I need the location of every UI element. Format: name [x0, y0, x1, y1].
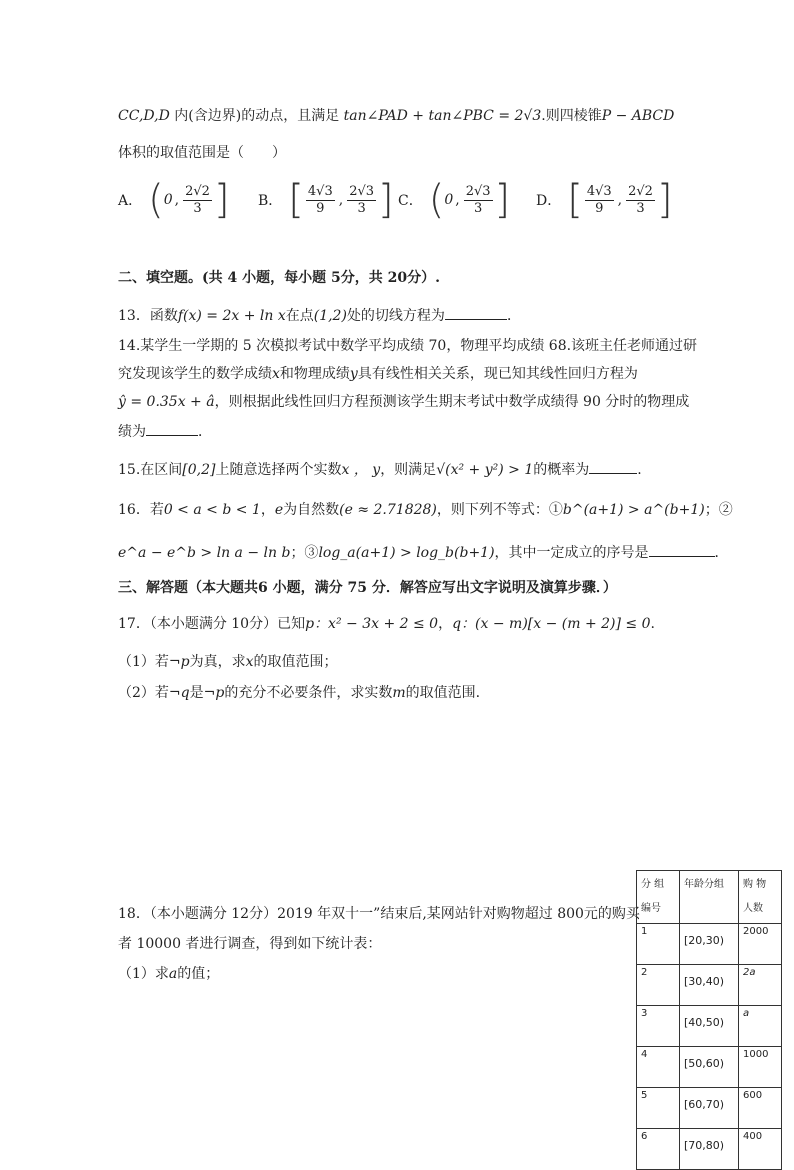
q18-line1: 18．（本小题满分 12分）2019 年双十一”结束后,某网站针对购物超过 800元的购买 — [118, 906, 640, 922]
q12-text: 内(含边界)的动点，且满足 — [174, 108, 340, 124]
cell-age-group: [30,40) — [680, 965, 739, 1006]
answer-blank[interactable] — [589, 459, 637, 474]
cell-buyer-count: 2000 — [739, 924, 782, 965]
option-a[interactable]: A． ( 0 , $\frac{2√2}{3}$ ] — [118, 177, 230, 223]
upper-bound-frac: $\frac{2√2}{3}$ — [185, 183, 210, 216]
inequality-2: e^a − e^b > ln a − ln b — [118, 545, 291, 561]
q16-line1: 16．若0 < a < b < 1，e为自然数(e ≈ 2.71828)，则下列不等式：①b^(a+1) > a^(b+1)；② — [118, 502, 733, 518]
age-group-stats-table — [636, 870, 782, 1170]
q15: 15.在区间[0,2]上随意选择两个实数x ， y，则满足√(x² + y²) > 1的概率为 . — [118, 459, 642, 480]
table-row — [637, 1047, 782, 1088]
lower-bound-frac: $\frac{4√3}{9}$ — [586, 183, 612, 216]
upper-bound-frac: $\frac{2√3}{3}$ — [465, 183, 491, 216]
inequality-1: b^(a+1) > a^(b+1) — [562, 502, 705, 518]
cell-buyer-count: 1000 — [739, 1047, 782, 1088]
left-bracket: [ — [567, 177, 583, 223]
option-b[interactable]: B． [ $\frac{4√3}{9}$ , $\frac{2√3}{3}$ ] — [258, 177, 394, 223]
header-age-group: 年龄分组 — [680, 871, 739, 924]
table-row — [637, 1129, 782, 1170]
answer-blank[interactable] — [649, 542, 715, 557]
regression-equation: ŷ = 0.35x + â — [118, 394, 215, 410]
q17: 17．（本小题满分 10分）已知p：x² − 3x + 2 ≤ 0，q：(x − m)[x − (m + 2)] ≤ 0. — [118, 616, 655, 632]
q12-line1: CC,D,D 内(含边界)的动点，且满足 tan∠PAD + tan∠PBC = 2√3.则四棱锥P − ABCD — [118, 108, 675, 124]
option-c[interactable]: C． ( 0 , $\frac{2√3}{3}$ ] — [398, 177, 511, 223]
cell-buyer-count: 400 — [739, 1129, 782, 1170]
q15-condition: √(x² + y²) > 1 — [436, 462, 534, 478]
cell-group-id: 4 — [637, 1047, 680, 1088]
table-row — [637, 924, 782, 965]
q18-part1: （1）求a的值； — [118, 966, 220, 982]
cell-group-id: 1 — [637, 924, 680, 965]
q14-line2: 究发现该学生的数学成绩x和物理成绩y具有线性相关关系，现已知其线性回归方程为 — [118, 366, 638, 382]
answer-blank[interactable] — [146, 421, 198, 436]
option-b-letter: B． — [258, 193, 283, 209]
q12-options — [118, 174, 678, 226]
lower-bound: 0 — [163, 192, 173, 208]
q12-pyramid: P − ABCD — [601, 108, 675, 124]
cell-group-id: 2 — [637, 965, 680, 1006]
lower-bound-frac: $\frac{4√3}{9}$ — [307, 183, 333, 216]
upper-bound-frac: $\frac{2√2}{3}$ — [628, 183, 653, 216]
right-bracket: ] — [494, 177, 511, 223]
q12-tail: .则四棱锥 — [541, 108, 602, 124]
cell-group-id: 5 — [637, 1088, 680, 1129]
q13: 13．函数f(x) = 2x + ln x在点(1,2)处的切线方程为 ． — [118, 305, 521, 326]
section-solutions: 三、解答题（本大题共6 小题，满分 75 分．解答应写出文字说明及演算步骤．） — [118, 580, 617, 596]
cell-group-id: 3 — [637, 1006, 680, 1047]
left-bracket: ( — [148, 177, 164, 223]
table-row — [637, 965, 782, 1006]
section-fill-in: 二、填空题。(共 4 小题，每小题 5分，共 20分）. — [118, 270, 440, 286]
cell-buyer-count: 2a — [739, 965, 782, 1006]
cell-age-group: [70,80) — [680, 1129, 739, 1170]
header-buyer-count: 购 物 人数 — [739, 871, 782, 924]
q12-edge: CC — [118, 108, 139, 124]
cell-buyer-count: 600 — [739, 1088, 782, 1129]
q16-line2: e^a − e^b > ln a − ln b；③log_a(a+1) > log_b(b+1)，其中一定成立的序号是 ． — [118, 542, 729, 563]
option-d-letter: D． — [536, 193, 562, 209]
q13-point: (1,2) — [313, 308, 347, 324]
q13-func: f(x) = 2x + ln x — [177, 308, 286, 324]
q-condition: ：(x − m)[x − (m + 2)] ≤ 0 — [461, 616, 651, 632]
right-bracket: ] — [213, 177, 230, 223]
q17-part2: （2）若¬q是¬p的充分不必要条件，求实数m的取值范围. — [118, 685, 481, 701]
q12-condition: tan∠PAD + tan∠PBC = 2√3 — [343, 108, 542, 124]
cell-age-group: [40,50) — [680, 1006, 739, 1047]
answer-blank[interactable] — [445, 305, 507, 320]
p-condition: ：x² − 3x + 2 ≤ 0 — [314, 616, 439, 632]
q14-line3: ŷ = 0.35x + â，则根据此线性回归方程预测该学生期末考试中数学成绩得 90 分时的物理成 — [118, 394, 690, 410]
right-bracket: ] — [656, 177, 673, 223]
option-c-letter: C． — [398, 193, 423, 209]
left-bracket: [ — [288, 177, 304, 223]
q17-part1: （1）若¬p为真，求x的取值范围； — [118, 654, 338, 670]
option-d[interactable]: D． [ $\frac{4√3}{9}$ , $\frac{2√2}{3}$ ] — [536, 177, 673, 223]
cell-buyer-count: a — [739, 1006, 782, 1047]
cell-age-group: [50,60) — [680, 1047, 739, 1088]
cell-age-group: [20,30) — [680, 924, 739, 965]
lower-bound: 0 — [444, 192, 454, 208]
q12-d1: D — [143, 108, 155, 124]
left-bracket: ( — [428, 177, 445, 223]
table-header-row — [637, 871, 782, 924]
cell-group-id: 6 — [637, 1129, 680, 1170]
q14-line1: 14.某学生一学期的 5 次模拟考试中数学平均成绩 70，物理平均成绩 68.该班主任老师通过研 — [118, 338, 698, 354]
q14-line4: 绩为 ． — [118, 421, 212, 442]
header-group-id: 分 组 编号 — [637, 871, 680, 924]
table-row — [637, 1006, 782, 1047]
upper-bound-frac: $\frac{2√3}{3}$ — [349, 183, 375, 216]
q12-d2: D — [158, 108, 170, 124]
option-a-letter: A． — [118, 193, 143, 209]
right-bracket: ] — [378, 177, 394, 223]
q18-line2: 者 10000 者进行调查，得到如下统计表： — [118, 936, 382, 952]
q12-line2: 体积的取值范围是（ ） — [118, 145, 286, 161]
cell-age-group: [60,70) — [680, 1088, 739, 1129]
table-row — [637, 1088, 782, 1129]
inequality-3: log_a(a+1) > log_b(b+1) — [318, 545, 495, 561]
